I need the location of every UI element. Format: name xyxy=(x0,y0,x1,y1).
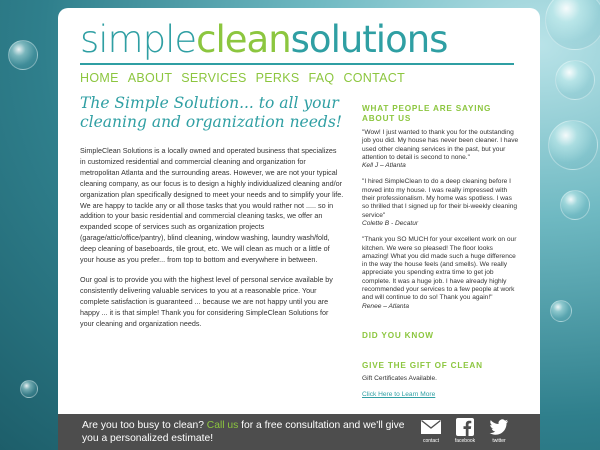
social-links xyxy=(418,417,512,444)
social-label: twitter xyxy=(492,438,506,444)
testimonial-author: Kell J – Atlanta xyxy=(362,162,406,170)
footer-bar xyxy=(58,414,540,450)
nav-perks[interactable]: PERKS xyxy=(255,71,300,85)
nav-faq[interactable]: FAQ xyxy=(308,71,335,85)
main-nav xyxy=(80,71,405,85)
testimonials-heading: WHAT PEOPLE ARE SAYING ABOUT US xyxy=(362,104,492,123)
footer-text-after: for a free consultation and we'll give you a personalized estimate! xyxy=(82,420,405,444)
gift-certificates-text: Gift Certificates Available. xyxy=(362,374,438,382)
main-content xyxy=(80,146,344,339)
content-panel xyxy=(58,8,540,414)
footer-text-before: Are you too busy to clean? xyxy=(82,420,207,431)
gift-heading[interactable]: GIVE THE GIFT OF CLEAN xyxy=(362,360,483,370)
testimonial xyxy=(362,236,520,311)
testimonial-quote: "Thank you SO MUCH for your excellent work on our kitchen. We were so pleased! The floor looks amazing! What you did made such a huge difference in the way the house feels (and smells). We really appreciate you spending extra time to get job complete. It was a huge job. I have already highly recommended your services to a few people at work and will continue to do so! Thank you again!" xyxy=(362,236,517,302)
facebook-social-button[interactable] xyxy=(452,417,478,444)
testimonial-quote: "I hired SimpleClean to do a deep cleaning before I moved into my house. I was really impressed with their professionalism. My home was spotless. I was so thrilled that I signed up for their bi-weekly cleaning service" xyxy=(362,178,518,219)
bubble-decoration xyxy=(20,380,38,398)
logo-part-solutions: solutions xyxy=(290,18,448,61)
nav-services[interactable]: SERVICES xyxy=(181,71,247,85)
testimonial-quote: "Wow! I just wanted to thank you for the outstanding job you did. My house has never been cleaner. I have used other cleaning services in the past, but your attention to detail is second to none." xyxy=(362,129,519,161)
twitter-social-button[interactable] xyxy=(486,417,512,444)
testimonial xyxy=(362,178,520,228)
nav-home[interactable]: HOME xyxy=(80,71,119,85)
logo-part-clean: clean xyxy=(196,18,291,61)
bubble-decoration xyxy=(8,40,38,70)
nav-about[interactable]: ABOUT xyxy=(127,71,173,85)
facebook-icon xyxy=(454,417,476,437)
logo-underline xyxy=(80,63,514,65)
bubble-decoration xyxy=(550,300,572,322)
twitter-icon xyxy=(488,417,510,437)
nav-contact[interactable]: CONTACT xyxy=(343,71,406,85)
site-logo[interactable] xyxy=(80,18,447,62)
contact-social-button[interactable] xyxy=(418,417,444,444)
testimonial-author: Renee – Atlanta xyxy=(362,302,410,310)
page-headline: The Simple Solution... to all your cleaning and organization needs! xyxy=(80,94,343,131)
intro-paragraph: SimpleClean Solutions is a locally owned and operated business that specializes in customized residential and commercial cleaning and organization for metropolitan Atlanta and the surrounding areas. However, we are not your typical cleaning company, as our focus is to design a highly individualized cleaning and/or organization plan specifically designed to meet your needs and to simplify your life. We are happy to tackle any or all those tasks that you would rather not ..... so in addition to your basic residential and commercial cleaning tasks, we offer an expanded scope of services such as organization projects (garage/attic/office/pantry), blind cleaning, window washing, laundry wash/fold, deep cleaning of baseboards, tile grout, etc. We will clean as much or a little of your house as you prefer... from top to bottom and everywhere in between. xyxy=(80,146,344,265)
bubble-decoration xyxy=(560,190,590,220)
bubble-decoration xyxy=(545,0,600,50)
goal-paragraph: Our goal is to provide you with the highest level of personal service available by consistently delivering valuable services to you at a reasonable price. Your complete satisfaction is guaranteed ... because we are not happy until you are happy ... it is that simple! Thank you for considering SimpleClean Solutions for your cleaning and organization needs. xyxy=(80,274,333,328)
call-us-link[interactable]: Call us xyxy=(206,420,239,431)
did-you-know-heading[interactable]: DID YOU KNOW xyxy=(362,330,434,340)
envelope-icon xyxy=(420,417,442,437)
bubble-decoration xyxy=(548,120,598,170)
gift-learn-more-link[interactable]: Click Here to Learn More xyxy=(362,391,436,399)
social-label: contact xyxy=(422,438,440,444)
logo-part-simple: simple xyxy=(80,18,197,61)
testimonial xyxy=(362,129,520,170)
social-label: facebook xyxy=(454,438,476,444)
sidebar xyxy=(362,104,520,401)
testimonial-author: Colette B - Decatur xyxy=(362,219,419,227)
footer-message xyxy=(82,419,412,445)
bubble-decoration xyxy=(555,60,595,100)
